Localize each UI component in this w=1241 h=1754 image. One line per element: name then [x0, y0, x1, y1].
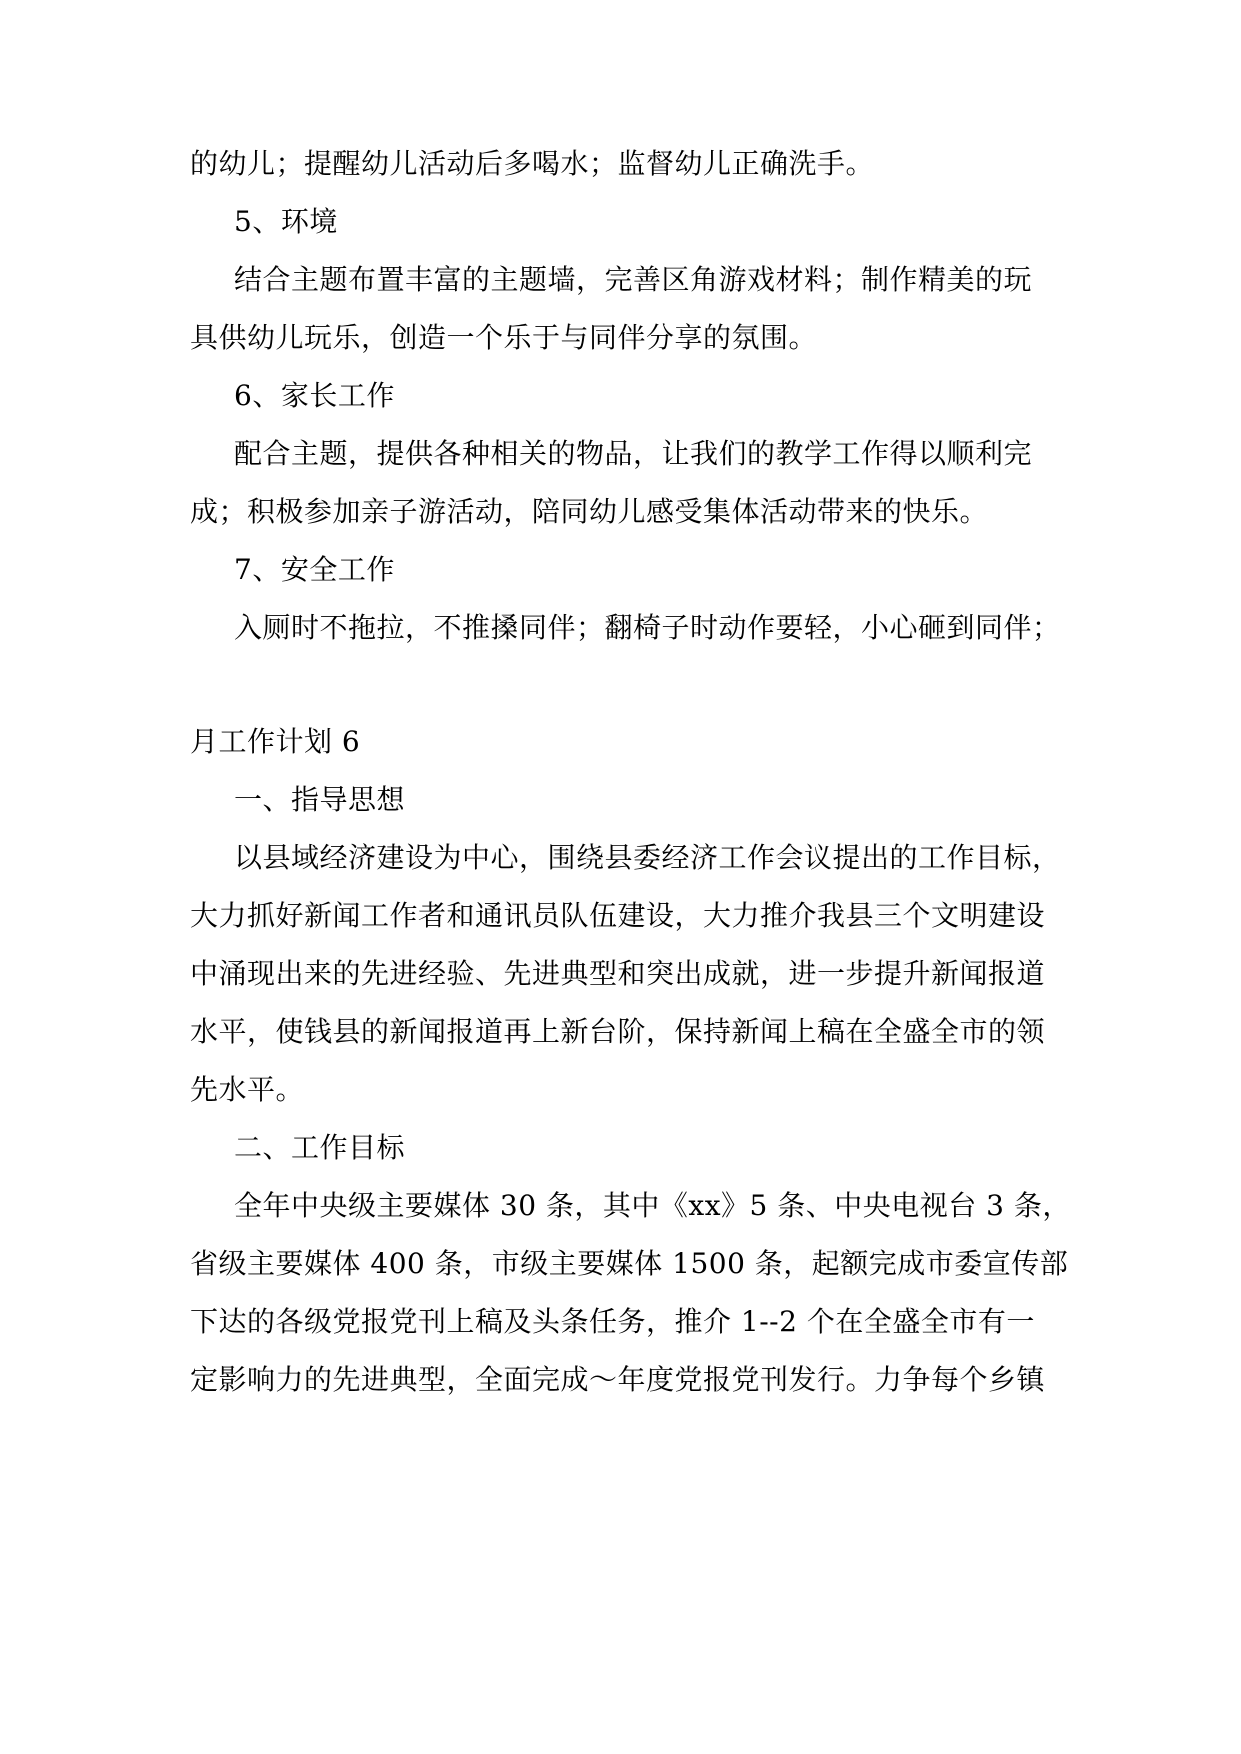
- body-line-goals-1: 全年中央级主要媒体 30 条，其中《xx》5 条、中央电视台 3 条，: [234, 1189, 1071, 1222]
- body-line-1: 的幼儿；提醒幼儿活动后多喝水；监督幼儿正确洗手。: [190, 147, 875, 180]
- body-line-safety-1: 入厕时不拖拉，不推搡同伴；翻椅子时动作要轻，小心砸到同伴；: [234, 611, 1061, 644]
- body-line-goals-4: 定影响力的先进典型，全面完成～年度党报党刊发行。力争每个乡镇: [190, 1363, 1046, 1396]
- body-line-environment-1: 结合主题布置丰富的主题墙，完善区角游戏材料；制作精美的玩: [234, 263, 1033, 296]
- section-heading-guiding-thought: 一、指导思想: [234, 783, 406, 816]
- body-line-parent-work-1: 配合主题，提供各种相关的物品，让我们的教学工作得以顺利完: [234, 437, 1033, 470]
- body-line-parent-work-2: 成；积极参加亲子游活动，陪同幼儿感受集体活动带来的快乐。: [190, 495, 989, 528]
- body-line-guiding-1: 以县域经济建设为中心，围绕县委经济工作会议提出的工作目标，: [234, 841, 1061, 874]
- body-line-guiding-2: 大力抓好新闻工作者和通讯员队伍建设，大力推介我县三个文明建设: [190, 899, 1046, 932]
- document-title: 月工作计划 6: [190, 725, 361, 758]
- body-line-guiding-3: 中涌现出来的先进经验、先进典型和突出成就，进一步提升新闻报道: [190, 957, 1046, 990]
- section-heading-environment: 5、环境: [234, 205, 338, 238]
- section-heading-work-goals: 二、工作目标: [234, 1131, 406, 1164]
- section-heading-parent-work: 6、家长工作: [234, 379, 395, 412]
- body-line-goals-3: 下达的各级党报党刊上稿及头条任务，推介 1--2 个在全盛全市有一: [190, 1305, 1035, 1338]
- body-line-guiding-4: 水平，使钱县的新闻报道再上新台阶，保持新闻上稿在全盛全市的领: [190, 1015, 1046, 1048]
- body-line-environment-2: 具供幼儿玩乐，创造一个乐于与同伴分享的氛围。: [190, 321, 818, 354]
- section-heading-safety: 7、安全工作: [234, 553, 395, 586]
- body-line-goals-2: 省级主要媒体 400 条，市级主要媒体 1500 条，起额完成市委宣传部: [190, 1247, 1069, 1280]
- body-line-guiding-5: 先水平。: [190, 1073, 305, 1106]
